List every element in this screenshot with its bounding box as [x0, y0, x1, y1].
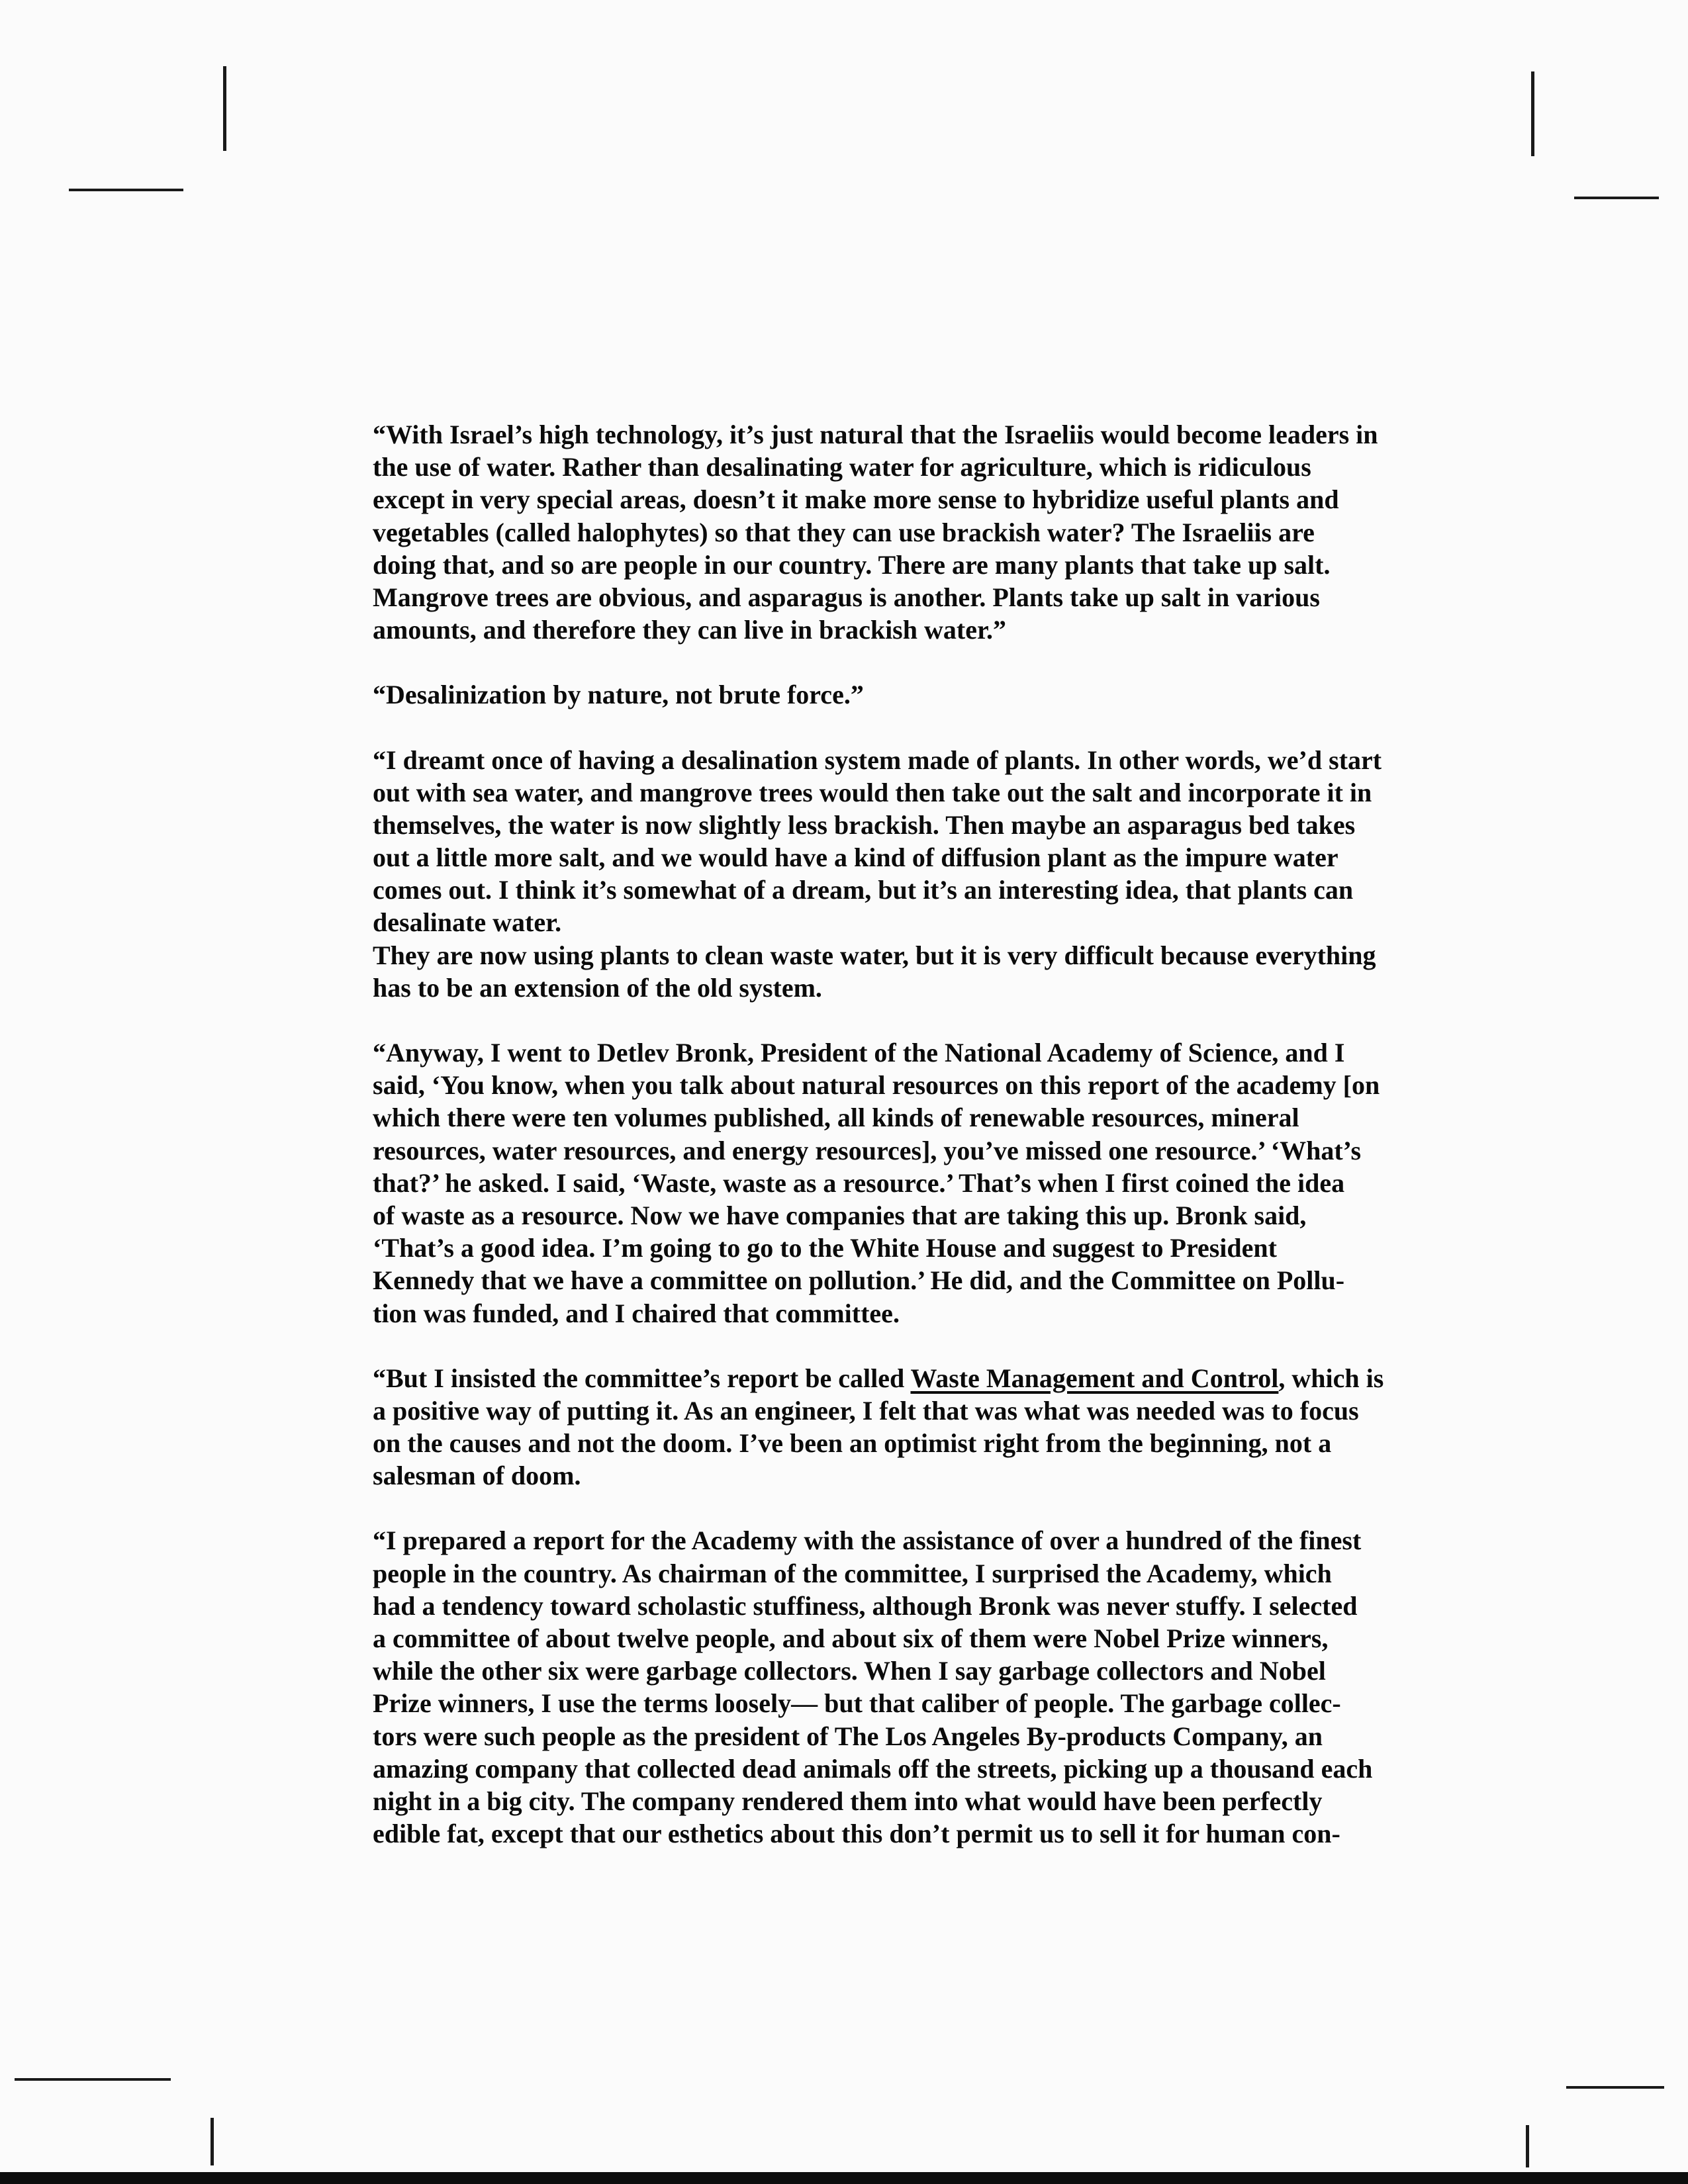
- text-line: has to be an extension of the old system.: [373, 972, 822, 1003]
- text-line: They are now using plants to clean waste water, but it is very difficult because everything: [373, 940, 1376, 970]
- text-line: had a tendency toward scholastic stuffiness, although Bronk was never stuffy. I selected: [373, 1590, 1358, 1621]
- crop-mark-top-left-vertical: [223, 66, 226, 151]
- crop-mark-bottom-left-vertical: [211, 2118, 214, 2165]
- text-line: tors were such people as the president of The Los Angeles By-products Company, an: [373, 1721, 1323, 1751]
- text-line: except in very special areas, doesn’t it make more sense to hybridize useful plants and: [373, 484, 1339, 515]
- paragraph-gap: [373, 1492, 1405, 1524]
- text-line: themselves, the water is now slightly less brackish. Then maybe an asparagus bed takes: [373, 809, 1356, 840]
- page-body-text: [373, 418, 1405, 1850]
- text-line: [373, 1362, 1405, 1394]
- text-line: ‘That’s a good idea. I’m going to go to the White House and suggest to President: [373, 1233, 1277, 1263]
- crop-mark-bottom-right-horizontal: [1566, 2086, 1664, 2089]
- text-line: Prize winners, I use the terms loosely— but that caliber of people. The garbage collec-: [373, 1688, 1341, 1719]
- text-line: which there were ten volumes published, all kinds of renewable resources, mineral: [373, 1103, 1299, 1133]
- paragraph-dream: [373, 744, 1405, 1005]
- text-line: out a little more salt, and we would have a kind of diffusion plant as the impure water: [373, 842, 1338, 873]
- crop-mark-bottom-right-vertical: [1526, 2125, 1529, 2167]
- crop-mark-top-right-vertical: [1531, 71, 1534, 156]
- text-line: the use of water. Rather than desalinating water for agriculture, which is ridiculous: [373, 452, 1311, 482]
- crop-mark-top-left-horizontal: [69, 189, 183, 191]
- text-line: on the causes and not the doom. I’ve been an optimist right from the beginning, not a: [373, 1428, 1332, 1459]
- text-line: amounts, and therefore they can live in brackish water.”: [373, 615, 1007, 645]
- text-line: “Anyway, I went to Detlev Bronk, President of the National Academy of Science, and I: [373, 1038, 1345, 1068]
- text-line: “I prepared a report for the Academy with the assistance of over a hundred of the finest: [373, 1525, 1362, 1556]
- text-run: “But I insisted the committee’s report be called: [373, 1363, 911, 1393]
- text-line: tion was funded, and I chaired that committee.: [373, 1298, 900, 1328]
- paragraph-gap: [373, 1004, 1405, 1036]
- text-line: doing that, and so are people in our country. There are many plants that take up salt.: [373, 549, 1331, 580]
- crop-mark-bottom-left-horizontal: [15, 2078, 171, 2081]
- text-line: vegetables (called halophytes) so that they can use brackish water? The Israeliis are: [373, 517, 1315, 547]
- text-line: Mangrove trees are obvious, and asparagus is another. Plants take up salt in various: [373, 582, 1320, 612]
- text-line: night in a big city. The company rendered them into what would have been perfectly: [373, 1786, 1323, 1816]
- crop-mark-top-right-horizontal: [1574, 197, 1659, 199]
- report-title-underlined: Waste Management and Control: [910, 1363, 1279, 1393]
- paragraph-israel: [373, 418, 1405, 646]
- text-line: “Desalinization by nature, not brute force.”: [373, 680, 864, 710]
- text-line: said, ‘You know, when you talk about natural resources on this report of the academy [on: [373, 1070, 1380, 1101]
- text-line: resources, water resources, and energy resources], you’ve missed one resource.’ ‘What’s: [373, 1135, 1362, 1165]
- paragraph-bronk: [373, 1036, 1405, 1330]
- paragraph-academy-report: [373, 1524, 1405, 1850]
- text-line: of waste as a resource. Now we have companies that are taking this up. Bronk said,: [373, 1200, 1307, 1230]
- text-line: comes out. I think it’s somewhat of a dream, but it’s an interesting idea, that plants can: [373, 875, 1354, 905]
- text-line: out with sea water, and mangrove trees would then take out the salt and incorporate it in: [373, 777, 1372, 807]
- scan-bottom-edge: [0, 2172, 1688, 2184]
- text-line: “I dreamt once of having a desalination system made of plants. In other words, we’d start: [373, 745, 1382, 775]
- paragraph-gap: [373, 711, 1405, 744]
- text-line: amazing company that collected dead animals off the streets, picking up a thousand each: [373, 1753, 1373, 1784]
- text-line: salesman of doom.: [373, 1461, 581, 1491]
- text-run: , which is: [1278, 1363, 1384, 1393]
- text-line: a positive way of putting it. As an engineer, I felt that was what was needed was to focus: [373, 1395, 1359, 1426]
- text-line: that?’ he asked. I said, ‘Waste, waste as a resource.’ That’s when I first coined the idea: [373, 1167, 1345, 1198]
- text-line: edible fat, except that our esthetics about this don’t permit us to sell it for human con-: [373, 1819, 1340, 1849]
- paragraph-gap: [373, 1330, 1405, 1362]
- text-line: a committee of about twelve people, and about six of them were Nobel Prize winners,: [373, 1623, 1329, 1653]
- paragraph-gap: [373, 646, 1405, 678]
- text-line: while the other six were garbage collectors. When I say garbage collectors and Nobel: [373, 1656, 1326, 1686]
- text-line: people in the country. As chairman of the committee, I surprised the Academy, which: [373, 1558, 1332, 1588]
- text-line: desalinate water.: [373, 907, 562, 938]
- text-line: “With Israel’s high technology, it’s just natural that the Israeliis would become leaders in: [373, 420, 1378, 449]
- paragraph-report-title: [373, 1362, 1405, 1492]
- text-line: Kennedy that we have a committee on pollution.’ He did, and the Committee on Pollu-: [373, 1265, 1345, 1296]
- paragraph-desalinization: [373, 678, 1405, 711]
